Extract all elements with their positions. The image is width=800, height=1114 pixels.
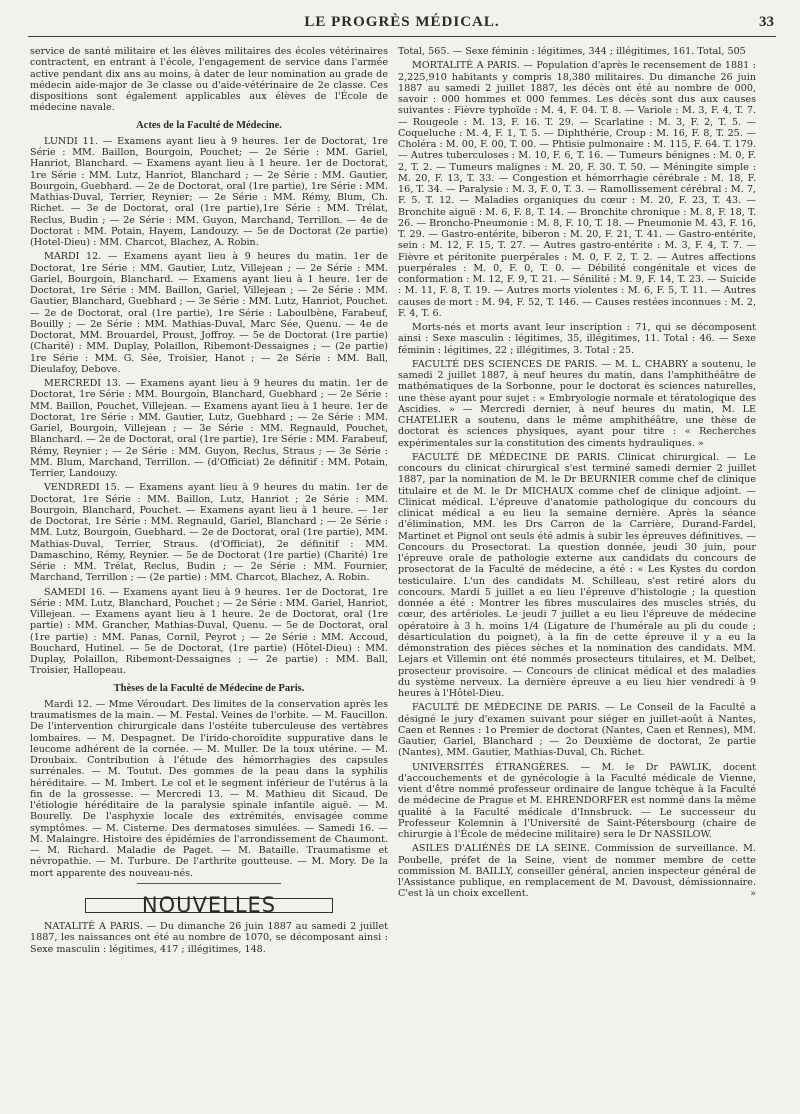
continue-mark: » <box>750 888 756 900</box>
actes-lundi: LUNDI 11. — Examens ayant lieu à 9 heures. 1er de Doctorat, 1re Série : MM. Baillon, Bourgoin, Pouchet; — 2e Série : MM. Gariel, Hanriot, Blanchard. — Examens ayant lieu à 1 heure. 1er de Doctorat, 1re Série : MM. Lutz, Hanriot, Blanchard ; — 2e Série : MM. Gautier, Bourgoin, Guebhard. — 2e de Doctorat, oral (1re partie), 1re Série : MM. Mathias-Duval, Terrier, Reynier; — 2e Série : MM. Rémy, Blum, Ch. Richet. — 3e de Doctorat, oral (1re partie),1re Série : MM. Trélat, Reclus, Budin ; — 2e Série : MM. Guyon, Marchand, Terrillon. — 4e de Doctorat : MM. Potain, Hayem, Landouzy. — 5e de Doctorat (2e partie) (Hotel-Dieu) : MM. Charcot, Blachez, A. Robin. <box>30 135 388 248</box>
actes-vendredi: VENDREDI 15. — Examens ayant lieu à 9 heures du matin. 1er de Doctorat, 1re Série : MM. Baillon, Lutz, Hanriot ; 2e Série : MM. Bourgoin, Blanchard, Pouchet. — Examens ayant lieu à 1 heure. — 1er de Doctorat, 1re Série : MM. Regnauld, Gariel, Blanchard ; — 2e Série : MM. Lutz, Bourgoin, Guebhard. — 2e de Doctorat, oral (1re partie), MM. Mathias-Duval, Terrier, Straus. (d'Officiat), 2e définitif : MM. Damaschino, Rémy, Reynier. — 5e de Doctorat (1re partie) (Charité) 1re Série : MM. Trélat, Reclus, Budin ; — 2e Série : MM. Fournier, Marchand, Terrillon ; — (2e partie) : MM. Charcot, Blachez, A. Robin. <box>30 482 388 584</box>
theses-paragraph: Mardi 12. — Mme Véroudart. Des limites de la conservation après les traumatismes de la main. — M. Festal. Veines de l'orbite. — M. Faucillon. De l'intervention chirurgicale dans l'ostéite tuberculeuse des vertèbres lombaires. — M. Despagnet. De l'irido-choroïdite suppurative dans le leucome adhérent de la cornée. — M. Muller. De la toux utérine. — M. Droubaix. Contribution à l'étude des hémorrhagies des capsules surrénales. — M. Toutut. Des gommes de la peau dans la syphilis héréditaire. — M. Imbert. Le col et le segment inférieur de l'utérus à la fin de la grossesse. — Mercredi 13. — M. Mathieu dit Sicaud. De l'étiologie héréditaire de la paralysie spinale infantile aiguë. — M. Bourelly. De l'asphyxie locale des extrémités, envisagée comme symptômes. — M. Cisterne. Des dermatoses simulées. — Samedi 16. — M. Malaingre. Histoire des épidémies de l'arrondissement de Chaumont. — M. Richard. Maladie de Paget. — M. Bataille. Traumatisme et névropathie. — M. Turbure. De l'arthrite goutteuse. — M. Mory. De la mort apparente des nouveau-nés. <box>30 698 388 879</box>
total-paragraph: Total, 565. — Sexe féminin : légitimes, 344 ; illégitimes, 161. Total, 505 <box>398 46 746 57</box>
nouvelles-heading: NOUVELLES <box>85 898 333 913</box>
actes-samedi: SAMEDI 16. — Examens ayant lieu à 9 heures. 1er de Doctorat, 1re Série : MM. Lutz, Blanchard, Pouchet ; — 2e Série : MM. Gariel, Hanriot, Villejean. — Examens ayant lieu à 1 heure. 2e de Doctorat, oral (1re partie) : MM. Grancher, Mathias-Duval, Quenu. — 5e de Doctorat, oral (1re partie) : MM. Panas, Cornil, Peyrot ; — 2e Série : MM. Accoud, Bouchard, Hutinel. — 5e de Doctorat, (1re partie) (Hôtel-Dieu) : MM. Duplay, Polaillon, Ribemont-Dessaignes ; — 2e partie) : MM. Ball, Troisier, Hallopeau. <box>30 586 388 677</box>
page-header <box>28 14 776 37</box>
asiles-paragraph <box>398 843 756 899</box>
right-column <box>398 46 756 903</box>
actes-mardi: MARDI 12. — Examens ayant lieu à 9 heures du matin. 1er de Doctorat, 1re Série : MM. Gautier, Lutz, Villejean ; — 2e Série : MM. Gariel, Bourgoin, Blanchard. — Examens ayant lieu à 1 heure. 1er de Doctorat, 1re Série : MM. Baillon, Gariel, Villejean ; — 2e Série : MM. Gautier, Blanchard, Guebhard ; — 3e Série : MM. Lutz, Hanriot, Pouchet. — 2e de Doctorat, oral (1re partie), 1re Série : Laboulbène, Farabeuf, Bouilly ; — 2e Série : MM. Mathias-Duval, Marc Sée, Quenu. — 4e de Doctorat, MM. Brouardel, Proust, Joffroy. — 5e de Doctorat (1re partie) (Charité) : MM. Duplay, Polaillon, Ribemont-Dessaignes ; — (2e partie) 1re Série : MM. G. Sée, Troisier, Hanot ; — 2e Série : MM. Ball, Dieulafoy, Debove. <box>30 251 388 375</box>
actes-mercredi: MERCREDI 13. — Examens ayant lieu à 9 heures du matin. 1er de Doctorat, 1re Série : MM. Bourgoin, Blanchard, Guebhard ; — 2e Série : MM. Baillon, Pouchet, Villejean. — Examens ayant lieu à 1 heure. 1er de Doctorat, 1re Série : MM. Gautier, Lutz, Guebhard ; — 2e Série : MM. Gariel, Bourgoin, Villejean ; — 3e Série : MM. Regnauld, Pouchet, Blanchard. — 2e de Doctorat, oral (1re partie), 1re Série : MM. Farabeuf, Rémy, Reynier ; — 2e Série : MM. Guyon, Reclus, Straus ; — 3e Série : MM. Blum, Marchand, Terrillon. — (d'Officiat) 2e définitif : MM. Potain, Terrier, Landouzy. <box>30 378 388 479</box>
section-divider <box>137 883 280 884</box>
natalite-paragraph: NATALITÉ A PARIS. — Du dimanche 26 juin 1887 au samedi 2 juillet 1887, les naissances ont été au nombre de 1070, se décomposant ainsi : Sexe masculin : légitimes, 417 ; illégitimes, 148. <box>30 921 388 955</box>
sciences-paragraph: FACULTÉ DES SCIENCES DE PARIS. — M. L. CHABRY a soutenu, le samedi 2 juillet 1887, à neuf heures du matin, dans l'amphithéâtre de mathématiques de la Sorbonne, pour le doctorat ès sciences naturelles, une thèse ayant pour sujet : « Embryologie normale et tératologique des Ascidies. » — Mercredi dernier, à neuf heures du matin, M. LE CHATELIER a soutenu, dans le même amphithéâtre, une thèse de doctorat ès sciences physiques, ayant pour titre : « Recherches expérimentales sur la constitution des ciments hydrauliques. » <box>398 358 756 449</box>
conseil-paragraph: FACULTÉ DE MÉDECINE DE PARIS. — Le Conseil de la Faculté a désigné le jury d'examen suivant pour siéger en juillet-août à Nantes, Caen et Rennes : 1o Premier de doctorat (Nantes, Caen et Rennes), MM. Gautier, Gariel, Blanchard ; — 2o Deuxième de doctorat, 2e partie (Nantes), MM. Gautier, Mathias-Duval, Ch. Richet. <box>398 702 756 759</box>
actes-heading: Actes de la Faculté de Médecine. <box>136 119 282 131</box>
left-column <box>30 46 388 958</box>
mortsnes-paragraph: Morts-nés et morts avant leur inscription : 71, qui se décomposent ainsi : Sexe masculin : légitimes, 35, illégitimes, 11. Total : 46. — Sexe féminin : légitimes, 22 ; illégitimes, 3. Total : 25. <box>398 322 756 356</box>
journal-title: LE PROGRÈS MÉDICAL. <box>304 14 500 30</box>
clinicat-paragraph: FACULTÉ DE MÉDECINE DE PARIS. Clinicat chirurgical. — Le concours du clinicat chirurgical s'est terminé samedi dernier 2 juillet 1887, par la nomination de M. le Dr BEURNIER comme chef de clinique titulaire et de M. le Dr MICHAUX comme chef de clinique adjoint. — Clinicat médical. L'épreuve d'anatomie pathologique du concours du clinicat médical a eu lieu la semaine dernière. Après la séance d'élimination, MM. les Drs Carron de la Carrière, Durand-Fardel, Martinet et Pignol ont seuls été admis à subir les épreuves définitives. — Concours du Prosectorat. La question donnée, jeudi 30 juin, pour l'épreuve orale de pathologie externe aux candidats du concours de prosectorat de la Faculté de médecine, a été : « Les Kystes du cordon testiculaire. L'un des candidats M. Schilleau, s'est retiré alors du concours. Mardi 5 juillet a eu lieu l'épreuve d'histologie ; la question donnée a été : Montrer les fibres musculaires des muscles striés, du cœur, des artérioles. Le jeudi 7 juillet a eu lieu l'épreuve de médecine opératoire à 3 h. moins 1/4 (Ligature de l'humérale au pli du coude ; désarticulation du poignet), à la fin de cette épreuve il y a eu la démonstration des pièces sèches et la nomination des candidats. MM. Lejars et Villemin ont été nommés prosecteurs titulaires, et M. Delbet, prosecteur provisoire. — Concours de clinicat médical et des maladies du système nerveux. La dernière épreuve a eu lieu hier vendredi à 9 heures à l'Hôtel-Dieu. <box>398 451 756 699</box>
intro-paragraph: service de santé militaire et les élèves militaires des écoles vétérinaires contractent, en entrant à l'école, l'engagement de service dans l'armée active pendant dix ans au moins, à dater de leur nomination au grade de médecin aide-major de 3e classe ou d'aide-vétérinaire de 2e classe. Ces dispositions sont également applicables aux élèves de l'École de médecine navale. <box>30 46 388 114</box>
asiles-text: ASILES D'ALIÉNÉS DE LA SEINE. Commission de surveillance. M. Poubelle, préfet de la Seine, vient de nommer membre de cette commission M. BAILLY, conseiller général, ancien inspecteur général de l'Assistance publique, en remplacement de M. Davoust, démissionnaire. C'est là un choix excellent. <box>398 843 756 900</box>
theses-heading: Thèses de la Faculté de Médecine de Paris. <box>113 682 305 694</box>
page-number: 33 <box>759 14 774 30</box>
universites-paragraph: UNIVERSITÉS ÉTRANGÈRES. — M. le Dr PAWLIK, docent d'accouchements et de gynécologie à la Faculté médicale de Vienne, vient d'être nommé professeur ordinaire de langue tchèque à la Faculté de médecine de Prague et M. EHRENDORFER est nommé dans la même qualité à la Faculté médicale d'Innsbruck. — Le successeur du Professeur Kolemnin à l'Université de Saint-Pétersbourg (chaire de chirurgie à l'École de médecine militaire) sera le Dr NASSILOW. <box>398 761 756 840</box>
mortalite-paragraph: MORTALITÉ A PARIS. — Population d'après le recensement de 1881 : 2,225,910 habitants y compris 18,380 militaires. Du dimanche 26 juin 1887 au samedi 2 juillet 1887, les décès ont été au nombre de 000, savoir : 000 hommes et 000 femmes. Les décès sont dus aux causes suivantes : Fièvre typhoïde : M. 4, F. 04. T. 8. — Variole : M. 3, F. 4, T. 7. — Rougeole : M. 13, F. 16. T. 29. — Scarlatine : M. 3, F. 2, T. 5. — Coqueluche : M. 4, F. 1, T. 5. — Diphthérie, Croup : M. 16, F. 8, T. 25. — Choléra : M. 00, F. 00, T. 00. — Phtisie pulmonaire : M. 115, F. 64. T. 179. — Autres tuberculoses : M. 10, F. 6, T. 16. — Tumeurs bénignes : M. 0, F. 2, T. 2. — Tumeurs malignes : M. 20, F. 30. T. 50. — Méningite simple : M. 20, F. 13, T. 33. — Congestion et hémorrhagie cérébrale : M. 18, F. 16, T. 34. — Paralysie : M. 3, F. 0, T. 3. — Ramollissement cérébral : M. 7, F. 5. T. 12. — Maladies organiques du cœur : M. 20, F. 23, T. 43. — Bronchite aiguë : M. 6, F. 8, T. 14. — Bronchite chronique : M. 8, F. 18, T. 26. — Broncho-Pneumonie : M. 8, F. 10, T. 18. — Pneumonie M. 43, F. 16, T. 29. — Gastro-entérite, biberon : M. 20, F. 21, T. 41. — Gastro-entérite, sein : M. 12, F. 15, T. 27. — Autres gastro-entérite : M. 3, F. 4, T. 7. — Fièvre et péritonite puerpérales : M. 0, F. 2, T. 2. — Autres affections puerpérales : M. 0, F. 0, T. 0. — Débilité congénitale et vices de conformation : M. 12, F. 9, T. 21. — Sénilité : M. 9, F. 14, T. 23. — Suicide : M. 11, F. 8, T. 19. — Autres morts violentes : M. 6, F. 5, T. 11. — Autres causes de mort : M. 94, F. 52, T. 146. — Causes restées inconnues : M. 2, F. 4, T. 6. <box>398 60 756 319</box>
